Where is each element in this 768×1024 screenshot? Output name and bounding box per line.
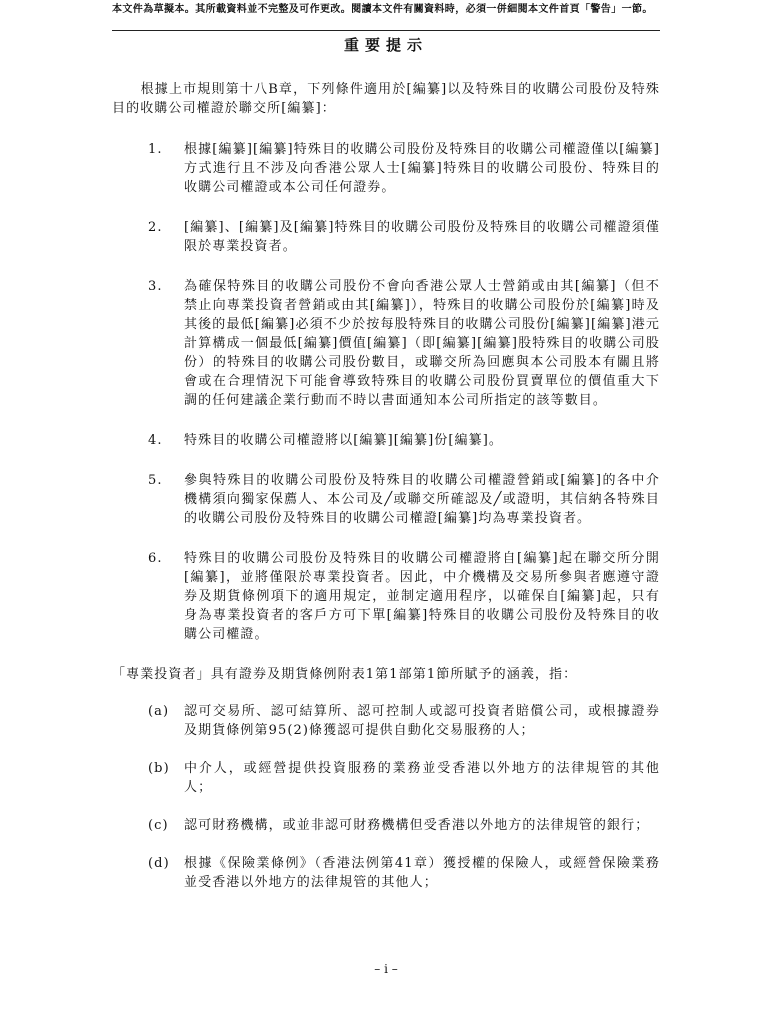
list-item [112, 471, 660, 528]
list-item [112, 277, 660, 410]
sub-list-item-label: (b) [148, 761, 170, 776]
list-item [112, 218, 660, 256]
sub-list-item-label: (c) [148, 818, 169, 833]
intro-paragraph: 根據上市規則第十八B章，下列條件適用於[編纂]以及特殊目的收購公司股份及特殊目的收購公司權證於聯交所[編纂]： [112, 82, 660, 116]
sub-list-item [112, 816, 660, 835]
page-title: 重要提示 [343, 36, 428, 54]
sub-list-item-text: 認可交易所、認可結算所、認可控制人或認可投資者賠償公司，或根據證券及期貨條例第95(2)條獲認可提供自動化交易服務的人； [184, 704, 660, 738]
sub-list-item-text: 中介人，或經營提供投資服務的業務並受香港以外地方的法律規管的其他人； [184, 761, 660, 795]
sub-list-item [112, 702, 660, 740]
list-item-text: 特殊目的收購公司權證將以[編纂][編纂]份[編纂]。 [184, 433, 504, 448]
draft-disclaimer: 本文件為草擬本。其所載資料並不完整及可作更改。閱讀本文件有關資料時，必須一併細閱本文件首頁「警告」一節。 [112, 4, 653, 15]
sub-list-item-label: (a) [148, 704, 170, 719]
sub-list-item-text: 認可財務機構，或並非認可財務機構但受香港以外地方的法律規管的銀行； [184, 818, 650, 833]
list-item-text: [編纂]、[編纂]及[編纂]特殊目的收購公司股份及特殊目的收購公司權證須僅限於專業投資者。 [184, 220, 660, 254]
list-item-text: 為確保特殊目的收購公司股份不會向香港公眾人士營銷或由其[編纂]（但不禁止向專業投資者營銷或由其[編纂]），特殊目的收購公司股份於[編纂]時及其後的最低[編纂]必須不少於按每股特殊目的收購公司股份[編纂][編纂]港元計算構成一個最低[編纂]價值[編纂]（即[編纂][編纂]股特殊目的收購公司股份）的特殊目的收購公司股份數目，或聯交所為回應與本公司股本有關且將會或在合理情況下可能會導致特殊目的收購公司股份買賣單位的價值重大下調的任何建議企業行動而不時以書面通知本公司所指定的該等數目。 [184, 279, 660, 408]
list-item-text: 特殊目的收購公司股份及特殊目的收購公司權證將自[編纂]起在聯交所分開[編纂]，並將僅限於專業投資者。因此，中介機構及交易所參與者應遵守證券及期貨條例項下的適用規定，並制定適用程序，以確保自[編纂]起，只有身為專業投資者的客戶方可下單[編纂]特殊目的收購公司股份及特殊目的收購公司權證。 [184, 551, 660, 642]
list-item-number: 2. [148, 220, 163, 235]
list-item-text: 參與特殊目的收購公司股份及特殊目的收購公司權證營銷或[編纂]的各中介機構須向獨家保薦人、本公司及╱或聯交所確認及╱或證明，其信納各特殊目的收購公司股份及特殊目的收購公司權證[編纂]均為專業投資者。 [184, 473, 660, 526]
sub-list-item [112, 854, 660, 892]
sub-list-item-label: (d) [148, 856, 170, 871]
list-item-number: 1. [148, 142, 163, 157]
list-item-number: 5. [148, 473, 163, 488]
list-item-text: 根據[編纂][編纂]特殊目的收購公司股份及特殊目的收購公司權證僅以[編纂]方式進行且不涉及向香港公眾人士[編纂]特殊目的收購公司股份、特殊目的收購公司權證或本公司任何證券。 [184, 142, 660, 195]
list-item-number: 4. [148, 433, 163, 448]
list-item [112, 431, 660, 450]
list-item-number: 6. [148, 551, 163, 566]
list-item [112, 549, 660, 644]
list-item [112, 140, 660, 197]
sub-list-item-text: 根據《保險業條例》（香港法例第41章）獲授權的保險人，或經營保險業務並受香港以外地方的法律規管的其他人； [184, 856, 660, 890]
definition-paragraph: 「專業投資者」具有證券及期貨條例附表1第1部第1節所賦予的涵義，指： [112, 667, 578, 682]
header-divider [112, 30, 660, 31]
sub-list-item [112, 759, 660, 797]
page-number: – i – [374, 962, 398, 976]
list-item-number: 3. [148, 279, 163, 294]
document-body [112, 80, 660, 911]
